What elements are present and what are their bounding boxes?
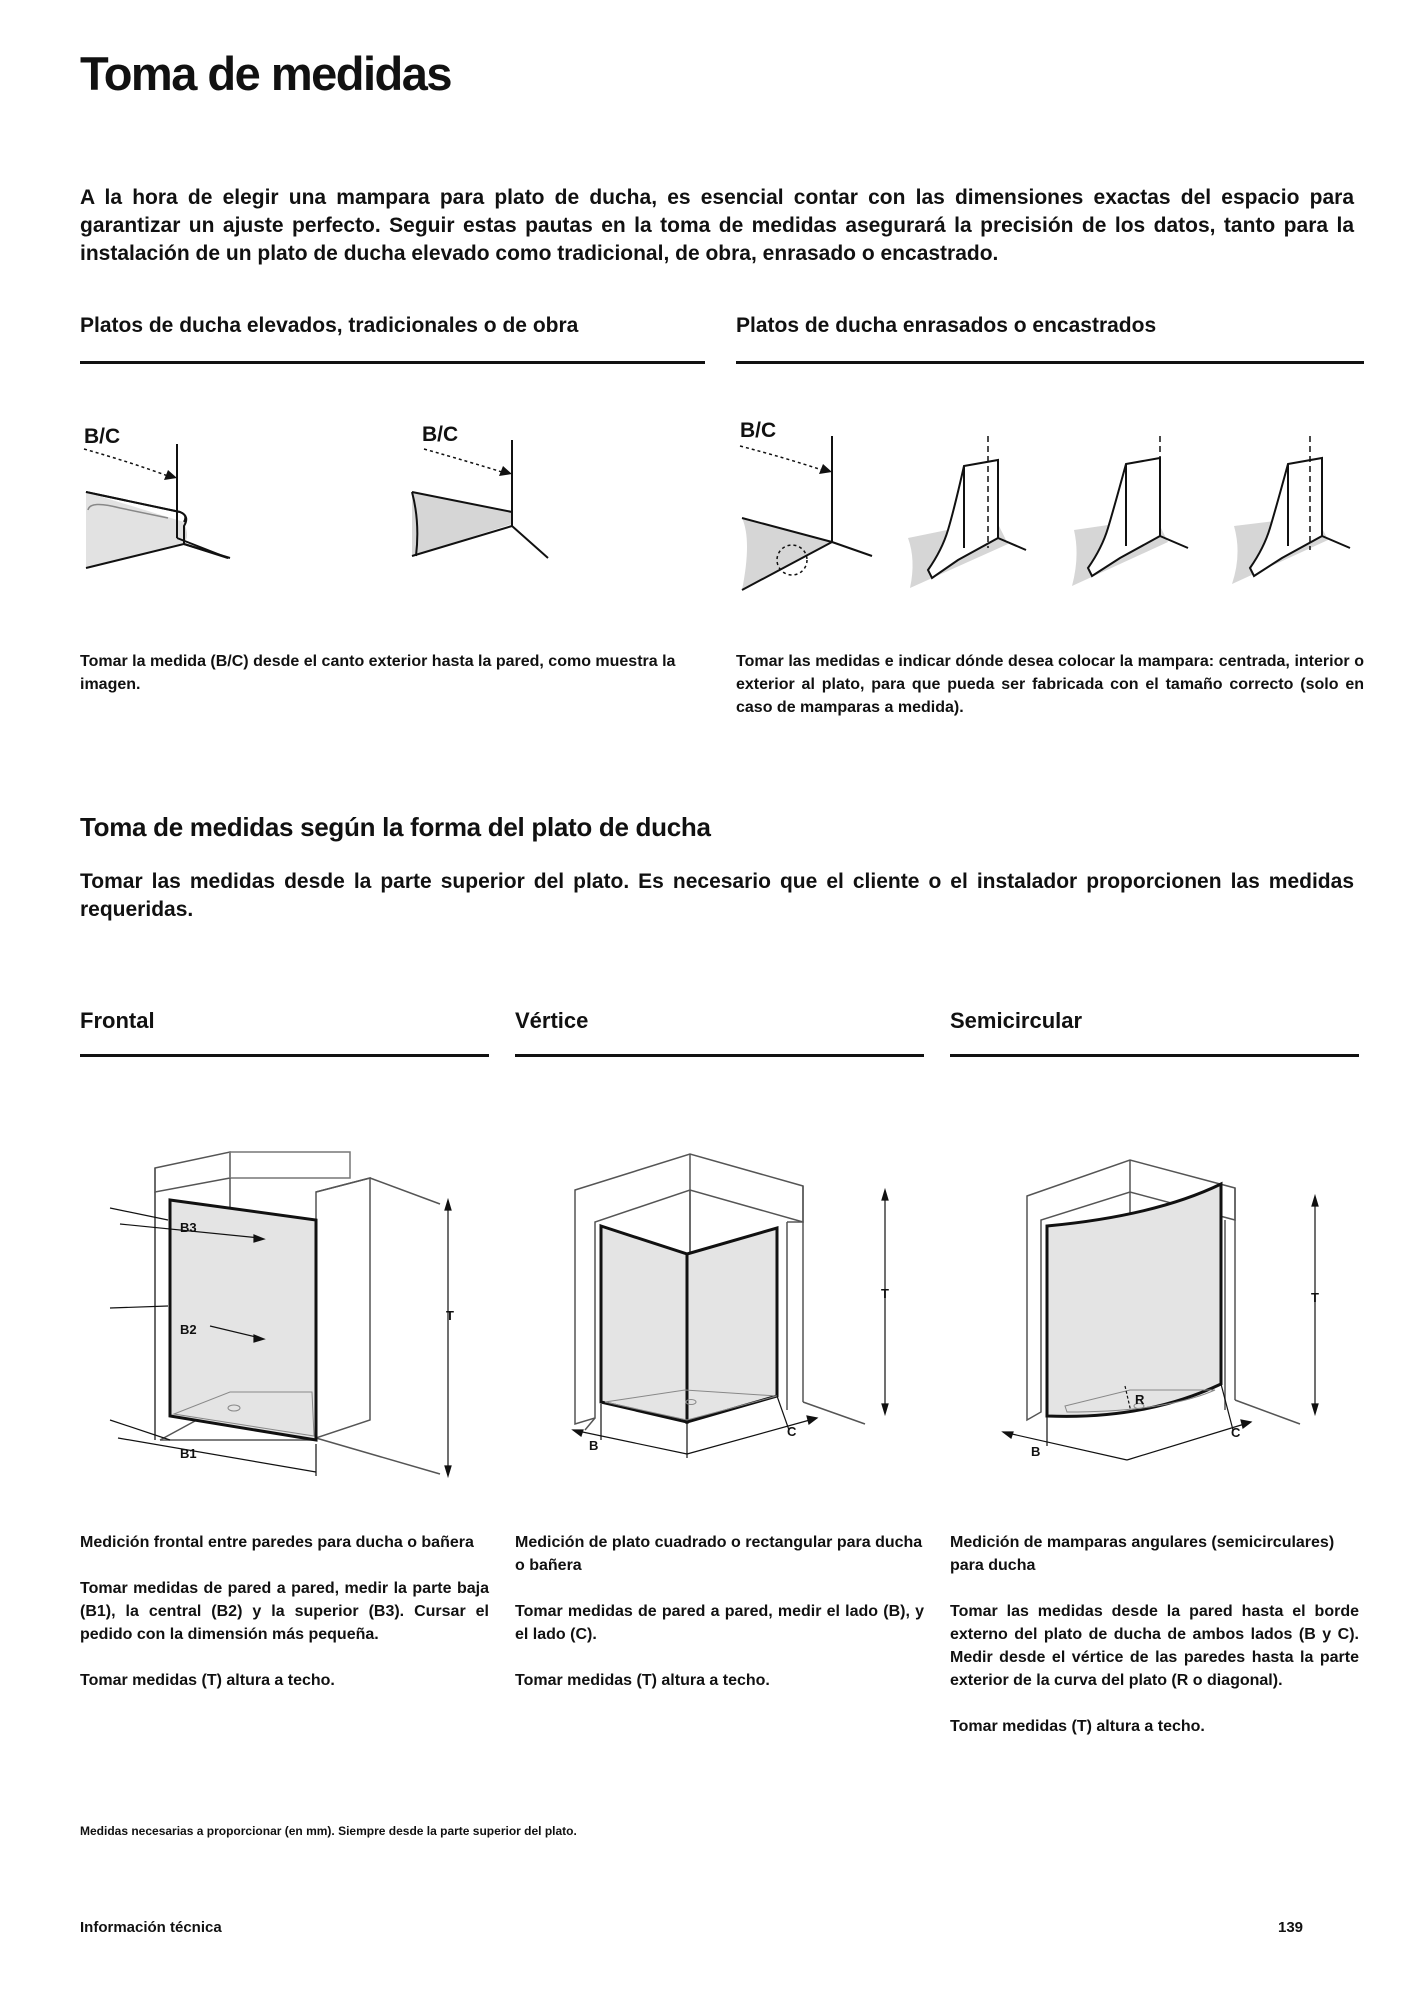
frontal-caption-height: Tomar medidas (T) altura a techo. <box>80 1672 335 1689</box>
frontal-label-b3: B3 <box>180 1220 197 1235</box>
elevated-tray-diagram-1 <box>86 444 230 568</box>
elevated-trays-heading: Platos de ducha elevados, tradicionales o de obra <box>80 314 579 337</box>
vertice-label-t: T <box>881 1286 889 1301</box>
semicircular-caption-body: Tomar las medidas desde la pared hasta el borde externo del plato de ducha de ambos lados (B y C). Medir desde el vértice de las paredes hasta la parte exterior de la curva del plato (R o diagonal). <box>950 1603 1359 1689</box>
flush-trays-rule <box>736 361 1364 364</box>
flush-trays-caption <box>736 650 1364 742</box>
vertice-caption-title: Medición de plato cuadrado o rectangular para ducha o bañera <box>515 1534 923 1574</box>
elevated-label-1: B/C <box>84 425 121 448</box>
frontal-label-b1: B1 <box>180 1446 197 1461</box>
column-heading-vertice: Vértice <box>515 1008 589 1033</box>
column-rule-semicircular <box>950 1054 1359 1057</box>
semicircular-diagram <box>985 1140 1365 1480</box>
frontal-label-b2: B2 <box>180 1322 197 1337</box>
shape-section-text: Tomar las medidas desde la parte superior del plato. Es necesario que el cliente o el instalador proporcionen las medidas requeridas. <box>80 870 1354 921</box>
column-rule-frontal <box>80 1054 489 1057</box>
semicircular-caption-height: Tomar medidas (T) altura a techo. <box>950 1718 1205 1735</box>
shape-section-heading: Toma de medidas según la forma del plato de ducha <box>80 812 711 842</box>
intro-paragraph: A la hora de elegir una mampara para plato de ducha, es esencial contar con las dimensiones exactas del espacio para garantizar un ajuste perfecto. Seguir estas pautas en la toma de medidas asegurará la precisión de los datos, tanto para la instalación de un plato de ducha elevado como tradicional, de obra, enrasado o encastrado. <box>80 186 1354 265</box>
footer-section: Información técnica <box>80 1919 222 1936</box>
flush-label: B/C <box>740 419 777 442</box>
frontal-caption <box>80 1531 489 1715</box>
vertice-caption-height: Tomar medidas (T) altura a techo. <box>515 1672 770 1689</box>
vertice-caption <box>515 1531 924 1715</box>
semicircular-caption <box>950 1531 1359 1761</box>
flush-trays-caption-text: Tomar las medidas e indicar dónde desea colocar la mampara: centrada, interior o exterior al plato, para que pueda ser fabricada con el tamaño correcto (solo en caso de mamparas a medida). <box>736 653 1364 716</box>
column-heading-frontal: Frontal <box>80 1008 155 1033</box>
elevated-tray-diagrams <box>80 410 600 610</box>
frontal-diagram <box>100 1140 480 1480</box>
semicircular-label-c: C <box>1231 1425 1241 1440</box>
glass-position-exterior <box>1232 436 1350 584</box>
measure-arrow-line-1 <box>84 449 168 476</box>
flush-tray-diagram-1 <box>742 436 872 590</box>
page-number: 139 <box>1278 1919 1304 1936</box>
elevated-label-2: B/C <box>422 423 459 446</box>
elevated-tray-diagram-2 <box>412 440 548 558</box>
frontal-caption-title: Medición frontal entre paredes para ducha o bañera <box>80 1534 474 1551</box>
page-title: Toma de medidas <box>80 47 452 100</box>
vertice-diagram <box>545 1140 925 1480</box>
vertice-label-c: C <box>787 1424 797 1439</box>
semicircular-label-t: T <box>1311 1290 1319 1305</box>
frontal-caption-body: Tomar medidas de pared a pared, medir la parte baja (B1), la central (B2) y la superior (B3). Cursar el pedido con la dimensión más pequeña. <box>80 1580 489 1643</box>
footnote: Medidas necesarias a proporcionar (en mm). Siempre desde la parte superior del plato. <box>80 1824 577 1838</box>
glass-position-center <box>908 436 1026 588</box>
elevated-trays-rule <box>80 361 705 364</box>
flush-measure-arrow-line <box>740 446 822 470</box>
semicircular-caption-title: Medición de mamparas angulares (semicirculares) para ducha <box>950 1534 1335 1574</box>
frontal-label-t: T <box>446 1308 454 1323</box>
column-heading-semicircular: Semicircular <box>950 1008 1083 1033</box>
vertice-label-b: B <box>589 1438 599 1453</box>
measure-arrow-line-2 <box>424 449 502 472</box>
semicircular-label-r: R <box>1135 1392 1145 1407</box>
vertice-caption-body: Tomar medidas de pared a pared, medir el lado (B), y el lado (C). <box>515 1603 924 1643</box>
glass-position-interior <box>1072 436 1188 586</box>
flush-trays-heading: Platos de ducha enrasados o encastrados <box>736 314 1157 337</box>
elevated-trays-caption <box>80 650 680 719</box>
elevated-trays-caption-text: Tomar la medida (B/C) desde el canto exterior hasta la pared, como muestra la imagen. <box>80 653 676 693</box>
flush-tray-diagrams <box>736 410 1356 610</box>
column-rule-vertice <box>515 1054 924 1057</box>
semicircular-label-b: B <box>1031 1444 1041 1459</box>
